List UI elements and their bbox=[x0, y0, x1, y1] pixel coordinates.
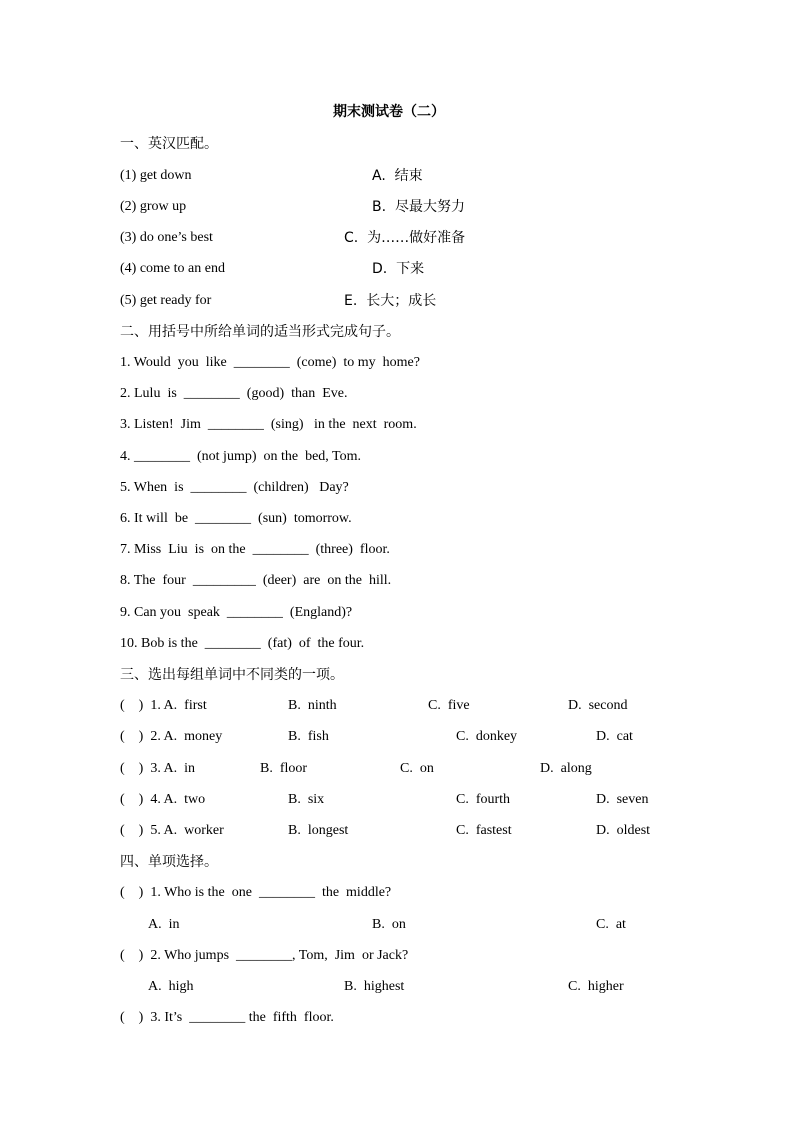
choice-q1-option-c: C. at bbox=[596, 917, 626, 932]
fill-item-5: 5. When is ________ (children) Day? bbox=[120, 480, 349, 495]
fill-item-9: 9. Can you speak ________ (England)? bbox=[120, 605, 353, 620]
odd-one-out-q1-b: B. ninth bbox=[288, 698, 337, 713]
match-left-3: (3) do one’s best bbox=[120, 230, 213, 245]
match-right-c: C. 为……做好准备 bbox=[344, 230, 466, 246]
section4-heading: 四、单项选择。 bbox=[120, 854, 218, 870]
choice-q2-option-c: C. higher bbox=[568, 979, 624, 994]
fill-item-10: 10. Bob is the ________ (fat) of the four. bbox=[120, 636, 365, 651]
odd-one-out-q3-c: C. on bbox=[400, 761, 434, 776]
odd-one-out-q5-d: D. oldest bbox=[596, 823, 651, 838]
choice-q1-option-a: A. in bbox=[148, 917, 180, 932]
fill-item-2: 2. Lulu is ________ (good) than Eve. bbox=[120, 386, 348, 401]
odd-one-out-q2-d: D. cat bbox=[596, 729, 633, 744]
odd-one-out-q3-d: D. along bbox=[540, 761, 592, 776]
section1-heading: 一、英汉匹配。 bbox=[120, 136, 218, 152]
match-left-5: (5) get ready for bbox=[120, 293, 212, 308]
fill-item-1: 1. Would you like ________ (come) to my home? bbox=[120, 355, 420, 370]
odd-one-out-q1-d: D. second bbox=[568, 698, 628, 713]
choice-q2: ( ) 2. Who jumps ________, Tom, Jim or Jack? bbox=[120, 948, 409, 963]
choice-q1-option-b: B. on bbox=[372, 917, 406, 932]
odd-one-out-q4-d: D. seven bbox=[596, 792, 649, 807]
fill-item-7: 7. Miss Liu is on the ________ (three) floor. bbox=[120, 542, 390, 557]
match-right-a: A. 结束 bbox=[372, 168, 423, 184]
odd-one-out-q3: ( ) 3. A. in bbox=[120, 761, 196, 776]
choice-q3: ( ) 3. It’s ________ the fifth floor. bbox=[120, 1010, 334, 1025]
match-right-e: E. 长大；成长 bbox=[344, 293, 437, 309]
fill-item-6: 6. It will be ________ (sun) tomorrow. bbox=[120, 511, 352, 526]
match-right-d: D. 下来 bbox=[372, 261, 425, 277]
odd-one-out-q2-b: B. fish bbox=[288, 729, 329, 744]
fill-item-8: 8. The four _________ (deer) are on the hill. bbox=[120, 573, 392, 588]
odd-one-out-q5-b: B. longest bbox=[288, 823, 349, 838]
section2-heading: 二、用括号中所给单词的适当形式完成句子。 bbox=[120, 324, 400, 340]
odd-one-out-q4: ( ) 4. A. two bbox=[120, 792, 206, 807]
odd-one-out-q2-c: C. donkey bbox=[456, 729, 518, 744]
odd-one-out-q2: ( ) 2. A. money bbox=[120, 729, 223, 744]
odd-one-out-q5: ( ) 5. A. worker bbox=[120, 823, 224, 838]
match-left-2: (2) grow up bbox=[120, 199, 187, 214]
odd-one-out-q1: ( ) 1. A. first bbox=[120, 698, 207, 713]
odd-one-out-q4-c: C. fourth bbox=[456, 792, 511, 807]
match-right-b: B. 尽最大努力 bbox=[372, 199, 465, 215]
match-left-4: (4) come to an end bbox=[120, 261, 225, 276]
choice-q1: ( ) 1. Who is the one ________ the middle? bbox=[120, 885, 392, 900]
odd-one-out-q1-c: C. five bbox=[428, 698, 470, 713]
odd-one-out-q3-b: B. floor bbox=[260, 761, 308, 776]
odd-one-out-q5-c: C. fastest bbox=[456, 823, 512, 838]
fill-item-3: 3. Listen! Jim ________ (sing) in the next room. bbox=[120, 417, 417, 432]
choice-q2-option-b: B. highest bbox=[344, 979, 405, 994]
match-left-1: (1) get down bbox=[120, 168, 192, 183]
odd-one-out-q4-b: B. six bbox=[288, 792, 325, 807]
section3-heading: 三、选出每组单词中不同类的一项。 bbox=[120, 667, 344, 683]
page-title: 期末测试卷（二） bbox=[333, 104, 445, 120]
fill-item-4: 4. ________ (not jump) on the bed, Tom. bbox=[120, 449, 362, 464]
choice-q2-option-a: A. high bbox=[148, 979, 194, 994]
